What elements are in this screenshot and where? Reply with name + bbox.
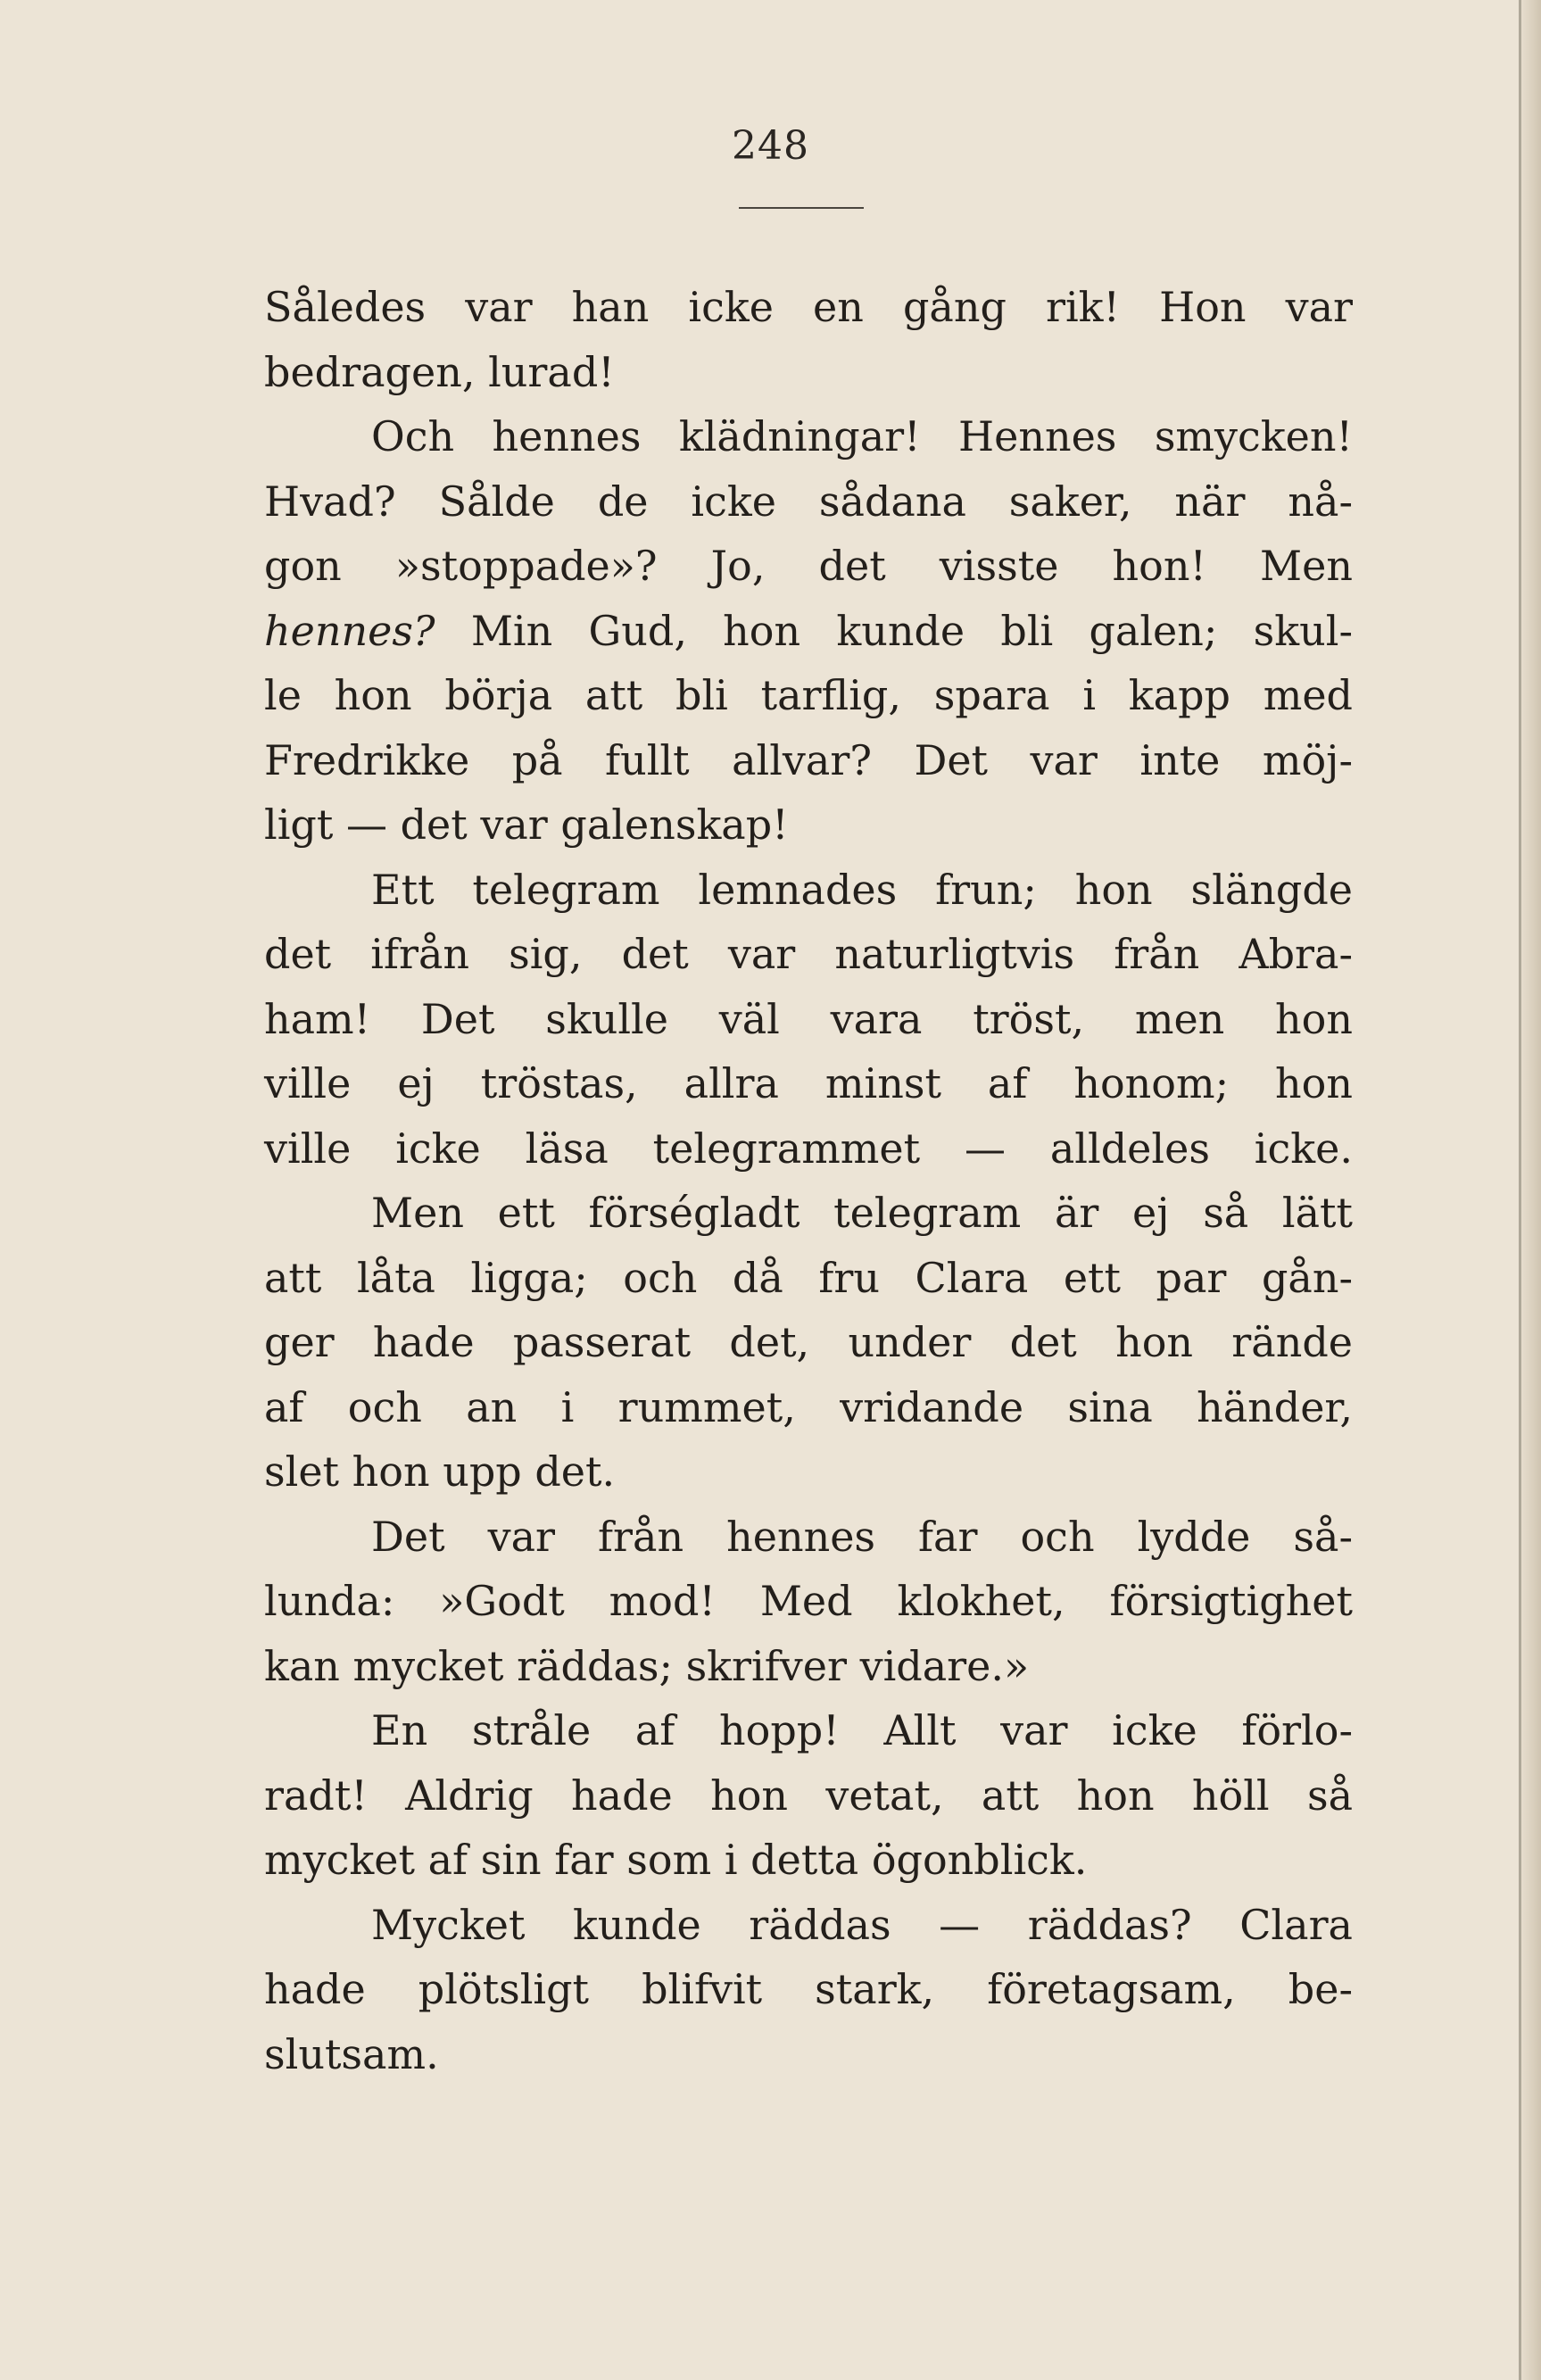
text-line: gon »stoppade»? Jo, det visste hon! Men xyxy=(264,542,1353,590)
text-line: lunda: »Godt mod! Med klokhet, försigtighet xyxy=(264,1577,1353,1625)
text-line: radt! Aldrig hade hon vetat, att hon höll så xyxy=(264,1770,1353,1820)
text-line: Ett telegram lemnades frun; hon slängde xyxy=(371,865,1353,914)
text-line: hennes? Min Gud, hon kunde bli galen; skul- xyxy=(264,606,1353,655)
text-line: Och hennes klädningar! Hennes smycken! xyxy=(371,412,1353,460)
text-line: det ifrån sig, det var naturligtvis från Abra- xyxy=(264,930,1353,978)
text-line: af och an i rummet, vridande sina händer, xyxy=(264,1382,1353,1431)
text-line: hade plötsligt blifvit stark, företagsam, be- xyxy=(264,1965,1353,2013)
header-rule xyxy=(739,207,864,209)
text-line: Men ett förségladt telegram är ej så lätt xyxy=(371,1189,1353,1237)
text-line: slutsam. xyxy=(264,2029,439,2078)
text-line: ligt — det var galenskap! xyxy=(264,800,789,849)
italic-word: hennes? xyxy=(264,606,435,655)
text-line: ham! Det skulle väl vara tröst, men hon xyxy=(264,994,1353,1043)
text-line: kan mycket räddas; skrifver vidare.» xyxy=(264,1641,1030,1690)
text-line: Det var från hennes far och lydde så- xyxy=(371,1512,1353,1561)
text-line: bedragen, lurad! xyxy=(264,347,615,396)
text-line: Fredrikke på fullt allvar? Det var inte möj- xyxy=(264,735,1353,784)
text-line: Hvad? Sålde de icke sådana saker, när nå- xyxy=(264,477,1353,526)
text-line: mycket af sin far som i detta ögonblick. xyxy=(264,1836,1088,1884)
body-text xyxy=(264,275,1353,2086)
text-line: ger hade passerat det, under det hon rände xyxy=(264,1318,1353,1366)
text-line: ville ej tröstas, allra minst af honom; hon xyxy=(264,1059,1353,1107)
text-line: ville icke läsa telegrammet — alldeles icke. xyxy=(264,1124,1353,1173)
page-edge-shadow xyxy=(1521,0,1541,2380)
text-line: En stråle af hopp! Allt var icke förlo- xyxy=(371,1706,1353,1754)
text-line: Således var han icke en gång rik! Hon var xyxy=(264,283,1353,331)
text-line: slet hon upp det. xyxy=(264,1447,616,1496)
text-line: att låta ligga; och då fru Clara ett par gån- xyxy=(264,1253,1353,1302)
text-line: le hon börja att bli tarflig, spara i kapp med xyxy=(264,671,1353,719)
text-line: Mycket kunde räddas — räddas? Clara xyxy=(371,1900,1353,1949)
page-number: 248 xyxy=(732,123,809,169)
